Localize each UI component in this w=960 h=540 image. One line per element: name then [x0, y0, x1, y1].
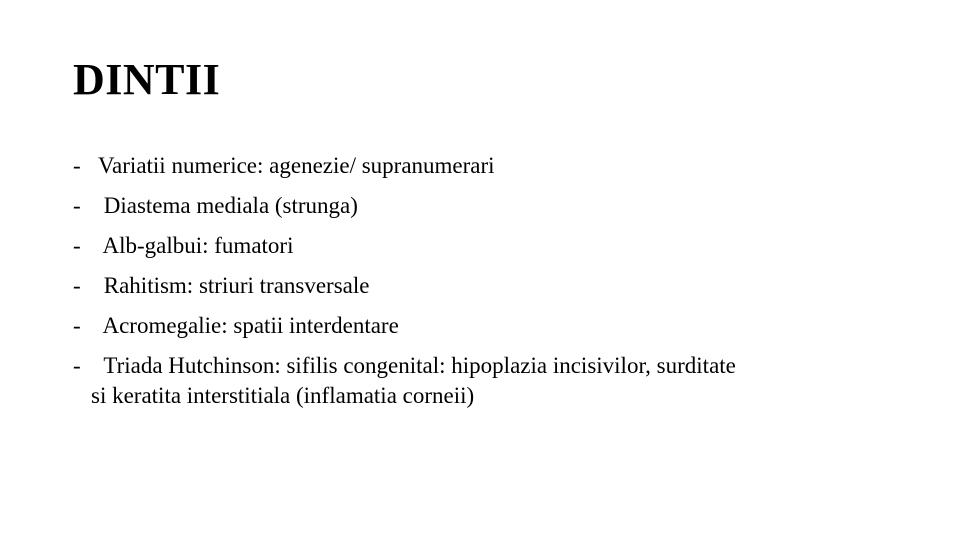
list-item-text: Acromegalie: spatii interdentare	[98, 313, 399, 338]
bullet-dash: -	[73, 193, 81, 218]
list-item	[73, 266, 933, 306]
list-item	[73, 306, 933, 346]
list-item-text: Alb-galbui: fumatori	[98, 233, 294, 258]
list-item-text: Variatii numerice: agenezie/ supranumerari	[98, 153, 495, 178]
list-item-text: Triada Hutchinson: sifilis congenital: hipoplazia incisivilor, surditate	[98, 353, 736, 378]
list-item-continuation: si keratita interstitiala (inflamatia corneii)	[91, 383, 475, 408]
bullet-dash: -	[73, 273, 81, 298]
bullet-dash: -	[73, 313, 81, 338]
list-item-text: Diastema mediala (strunga)	[98, 193, 358, 218]
bullet-dash: -	[73, 233, 81, 258]
slide-title: DINTII	[73, 55, 221, 104]
bullet-list	[73, 146, 933, 412]
list-item	[73, 146, 933, 186]
list-item-text: Rahitism: striuri transversale	[98, 273, 370, 298]
list-item	[73, 226, 933, 266]
list-item	[73, 186, 933, 226]
bullet-dash: -	[73, 353, 81, 378]
bullet-dash: -	[73, 153, 81, 178]
list-item	[73, 346, 933, 412]
